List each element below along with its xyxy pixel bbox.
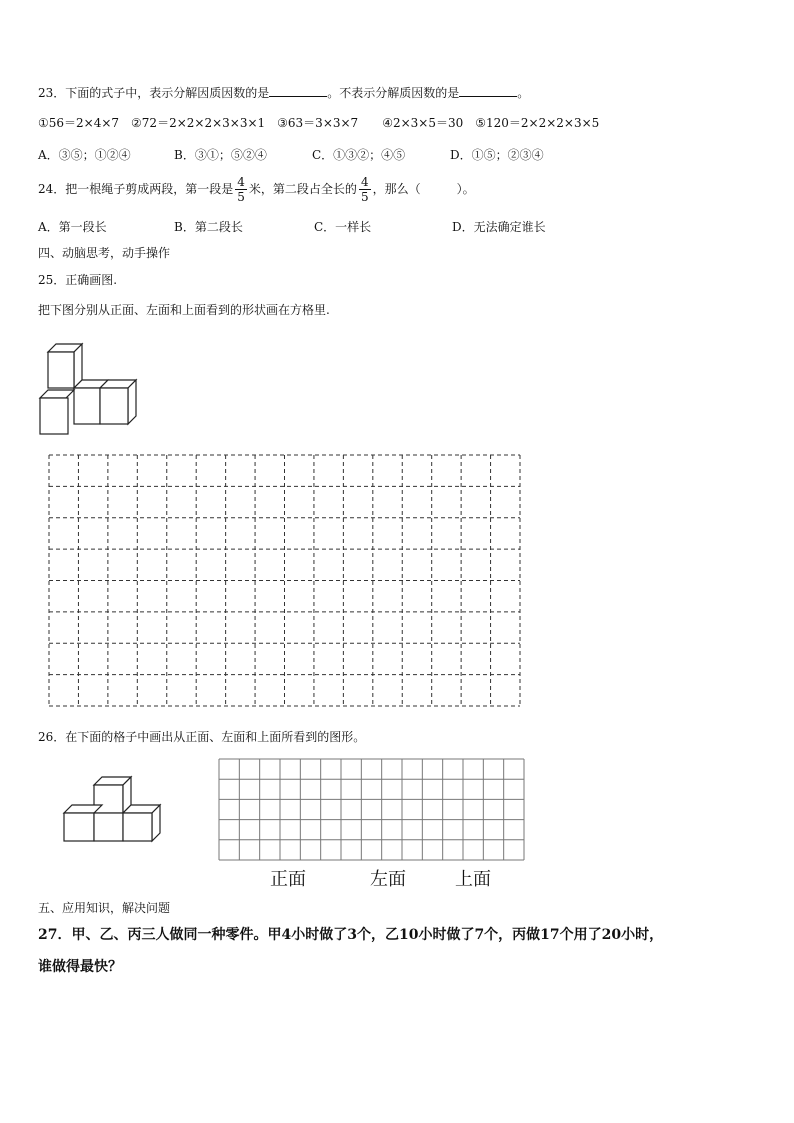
q24-text-b: 米，第二段占全长的: [248, 182, 357, 196]
q24-option-a[interactable]: A．第一段长: [38, 220, 107, 234]
q25-answer-grid[interactable]: [48, 454, 522, 708]
q24-fraction-2: [359, 175, 371, 204]
section-4-heading: 四、动脑思考，动手操作: [38, 246, 171, 260]
q23-blank-2[interactable]: [459, 84, 517, 97]
q23-option-a[interactable]: A．③⑤；①②④: [38, 148, 131, 162]
q27-line-1: 27．甲、乙、丙三人做同一种零件。甲4小时做了3个，乙10小时做了7个，丙做17个用了20小时，: [38, 927, 664, 943]
q23-option-c[interactable]: C．①③②；④⑤: [312, 148, 406, 162]
q24-text-c: ，那么（ ）。: [372, 182, 475, 196]
q26-title: 26．在下面的格子中画出从正面、左面和上面所看到的图形。: [38, 730, 366, 744]
q23-text-c: 。: [517, 86, 530, 100]
q23-text-a: 23．下面的式子中，表示分解因质因数的是: [38, 86, 270, 100]
q25-cube-figure: [38, 340, 138, 436]
q23-text-b: 。不表示分解质因数的是: [327, 86, 460, 100]
q23-blank-1[interactable]: [269, 84, 327, 97]
q24-frac2-num: 4: [360, 175, 369, 189]
q23-stem: [38, 84, 529, 101]
q27-line-2: 谁做得最快？: [38, 959, 122, 975]
q24-option-b[interactable]: B．第二段长: [174, 220, 243, 234]
q24-stem: [38, 173, 475, 205]
q24-option-c[interactable]: C．一样长: [314, 220, 372, 234]
q24-text-a: 24．把一根绳子剪成两段，第一段是: [38, 182, 234, 196]
q24-frac1-num: 4: [237, 175, 245, 189]
caption-top: 上面: [455, 869, 491, 890]
section-5-heading: 五、应用知识，解决问题: [38, 901, 171, 915]
q26-answer-grid[interactable]: [218, 758, 526, 862]
q23-options: [38, 147, 544, 163]
q24-option-d[interactable]: D．无法确定谁长: [452, 220, 546, 234]
q24-fraction-1: [235, 175, 247, 204]
q23-items: ①56＝2×4×7 ②72＝2×2×2×3×3×1 ③63＝3×3×7 ④2×3×5＝30 ⑤120＝2×2×2×3×5: [38, 116, 600, 130]
q24-frac1-den: 5: [237, 190, 245, 204]
q24-frac2-den: 5: [360, 190, 369, 204]
q23-option-d[interactable]: D．①⑤；②③④: [450, 148, 544, 162]
q25-instruction: 把下图分别从正面、左面和上面看到的形状画在方格里.: [38, 303, 330, 317]
q26-cube-figure: [62, 775, 166, 845]
q23-option-b[interactable]: B．③①；⑤②④: [174, 148, 267, 162]
q25-title: 25．正确画图.: [38, 273, 118, 287]
caption-front: 正面: [270, 869, 306, 890]
caption-left: 左面: [370, 869, 406, 890]
q24-options: [38, 219, 546, 235]
